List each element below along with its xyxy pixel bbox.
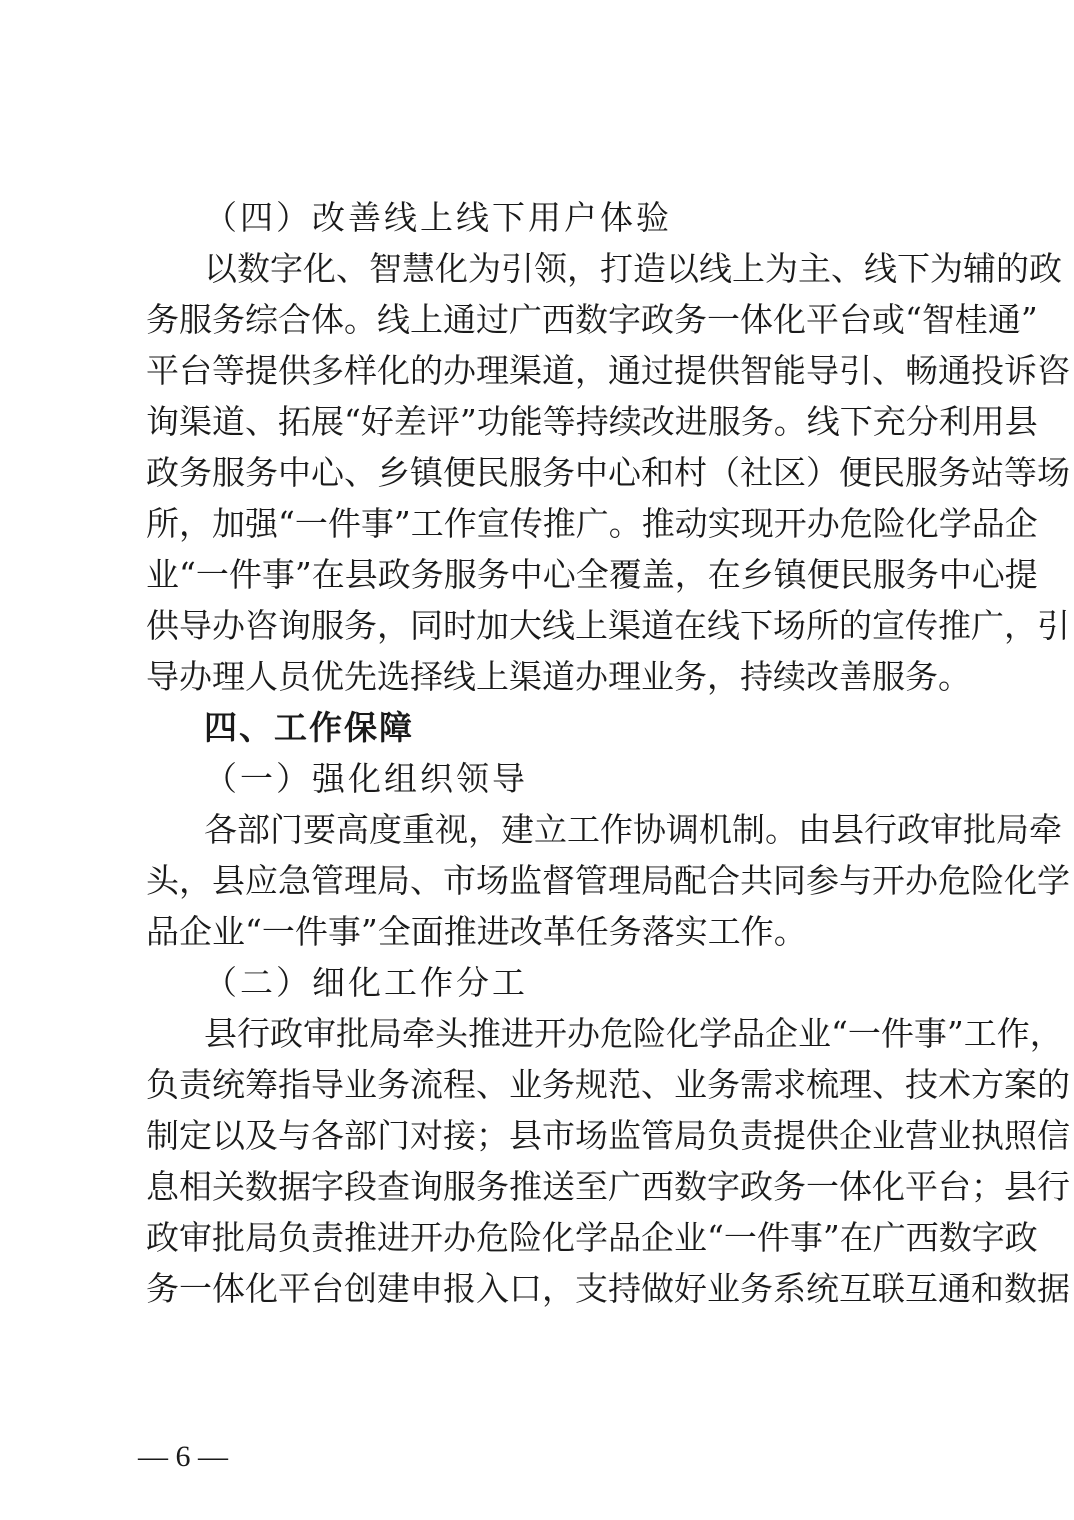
subsection-heading-leadership: （一）强化组织领导 <box>204 759 528 798</box>
paragraph-line: 所，加强“一件事”工作宣传推广。推动实现开办危险化学品企 <box>146 504 1038 543</box>
paragraph-line: 导办理人员优先选择线上渠道办理业务，持续改善服务。 <box>146 657 971 696</box>
page-number: — 6 — <box>138 1440 228 1473</box>
paragraph-line: 务服务综合体。线上通过广西数字政务一体化平台或“智桂通” <box>146 300 1038 339</box>
subsection-heading-improve-experience: （四）改善线上线下用户体验 <box>204 198 672 237</box>
paragraph-line: 询渠道、拓展“好差评”功能等持续改进服务。线下充分利用县 <box>146 402 1038 441</box>
paragraph-line: 头，县应急管理局、市场监督管理局配合共同参与开办危险化学 <box>146 861 1070 900</box>
section-heading-work-guarantee: 四、工作保障 <box>204 708 414 747</box>
paragraph-line: 业“一件事”在县政务服务中心全覆盖，在乡镇便民服务中心提 <box>146 555 1038 594</box>
paragraph-line: 负责统筹指导业务流程、业务规范、业务需求梳理、技术方案的 <box>146 1065 1070 1104</box>
paragraph-line: 务一体化平台创建申报入口，支持做好业务系统互联互通和数据 <box>146 1269 1070 1308</box>
paragraph-line: 政审批局负责推进开办危险化学品企业“一件事”在广西数字政 <box>146 1218 1038 1257</box>
paragraph-line: 品企业“一件事”全面推进改革任务落实工作。 <box>146 912 807 951</box>
paragraph-line: 制定以及与各部门对接；县市场监管局负责提供企业营业执照信 <box>146 1116 1070 1155</box>
paragraph-line: 以数字化、智慧化为引领，打造以线上为主、线下为辅的政 <box>204 249 1062 288</box>
subsection-heading-division-of-work: （二）细化工作分工 <box>204 963 528 1002</box>
paragraph-line: 各部门要高度重视，建立工作协调机制。由县行政审批局牵 <box>204 810 1062 849</box>
paragraph-line: 县行政审批局牵头推进开办危险化学品企业“一件事”工作， <box>204 1014 1063 1053</box>
paragraph-line: 平台等提供多样化的办理渠道，通过提供智能导引、畅通投诉咨 <box>146 351 1070 390</box>
paragraph-line: 政务服务中心、乡镇便民服务中心和村（社区）便民服务站等场 <box>146 453 1070 492</box>
paragraph-line: 供导办咨询服务，同时加大线上渠道在线下场所的宣传推广，引 <box>146 606 1070 645</box>
paragraph-line: 息相关数据字段查询服务推送至广西数字政务一体化平台；县行 <box>146 1167 1070 1206</box>
